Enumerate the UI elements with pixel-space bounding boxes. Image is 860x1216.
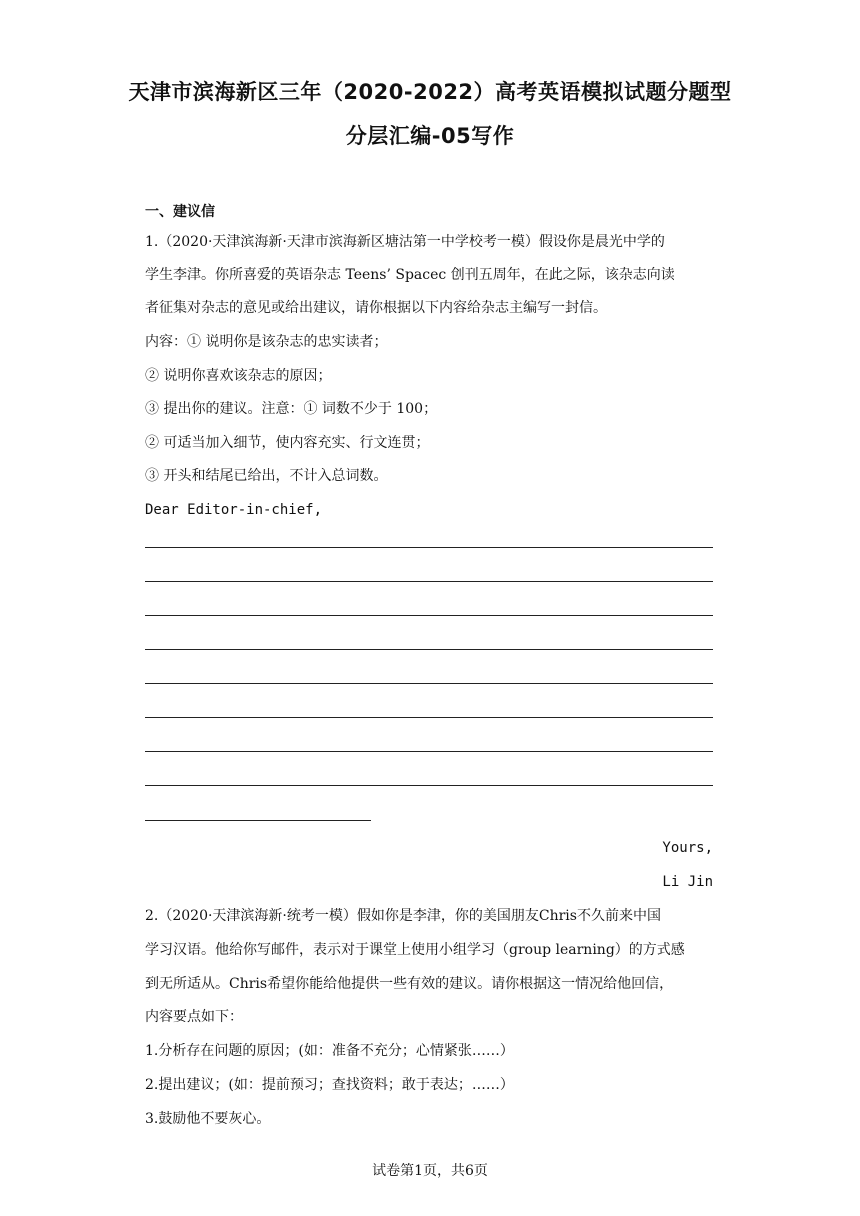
answer-line[interactable] xyxy=(145,751,713,752)
answer-line[interactable] xyxy=(145,785,713,786)
letter-closing: Yours, xyxy=(662,840,713,856)
answer-line[interactable] xyxy=(145,820,371,821)
question-1-line: ② 说明你喜欢该杂志的原因； xyxy=(145,368,332,384)
question-2-line: 到无所适从。Chris希望你能给他提供一些有效的建议。请你根据这一情况给他回信， xyxy=(145,976,674,992)
question-1-line: ② 可适当加入细节，使内容充实、行文连贯； xyxy=(145,435,430,451)
question-1-line: 内容：① 说明你是该杂志的忠实读者； xyxy=(145,334,388,350)
answer-line[interactable] xyxy=(145,683,713,684)
answer-line[interactable] xyxy=(145,547,713,548)
answer-line[interactable] xyxy=(145,615,713,616)
question-1-line: 学生李津。你所喜爱的英语杂志 Teens’ Spacec 创刊五周年，在此之际，该杂志向读 xyxy=(145,267,675,283)
answer-line[interactable] xyxy=(145,649,713,650)
question-2-line: 3.鼓励他不要灰心。 xyxy=(145,1111,271,1127)
answer-line[interactable] xyxy=(145,717,713,718)
question-2-line: 2.（2020·天津滨海新·统考一模）假如你是李津，你的美国朋友Chris不久前来中国 xyxy=(145,908,661,924)
question-1-line: 者征集对杂志的意见或给出建议，请你根据以下内容给杂志主编写一封信。 xyxy=(145,300,607,316)
question-2-line: 学习汉语。他给你写邮件，表示对于课堂上使用小组学习（group learning）的方式感 xyxy=(145,942,685,958)
question-2-line: 2.提出建议；(如：提前预习；查找资料；敢于表达；……） xyxy=(145,1077,514,1093)
page-title-line-1: 天津市滨海新区三年（2020-2022）高考英语模拟试题分题型 xyxy=(128,80,732,104)
question-2-line: 内容要点如下： xyxy=(145,1009,243,1025)
question-2-line: 1.分析存在问题的原因；(如：准备不充分；心情紧张……） xyxy=(145,1043,514,1059)
page-footer: 试卷第1页，共6页 xyxy=(372,1163,488,1179)
letter-signature: Li Jin xyxy=(662,874,713,890)
question-1-line: ③ 提出你的建议。注意：① 词数不少于 100； xyxy=(145,401,438,417)
section-heading: 一、建议信 xyxy=(145,204,215,220)
letter-salutation: Dear Editor-in-chief, xyxy=(145,502,323,518)
question-1-line: ③ 开头和结尾已给出，不计入总词数。 xyxy=(145,468,388,484)
page-title-line-2: 分层汇编-05写作 xyxy=(345,124,515,148)
question-1-line: 1.（2020·天津滨海新·天津市滨海新区塘沽第一中学校考一模）假设你是晨光中学的 xyxy=(145,234,665,250)
answer-line[interactable] xyxy=(145,581,713,582)
